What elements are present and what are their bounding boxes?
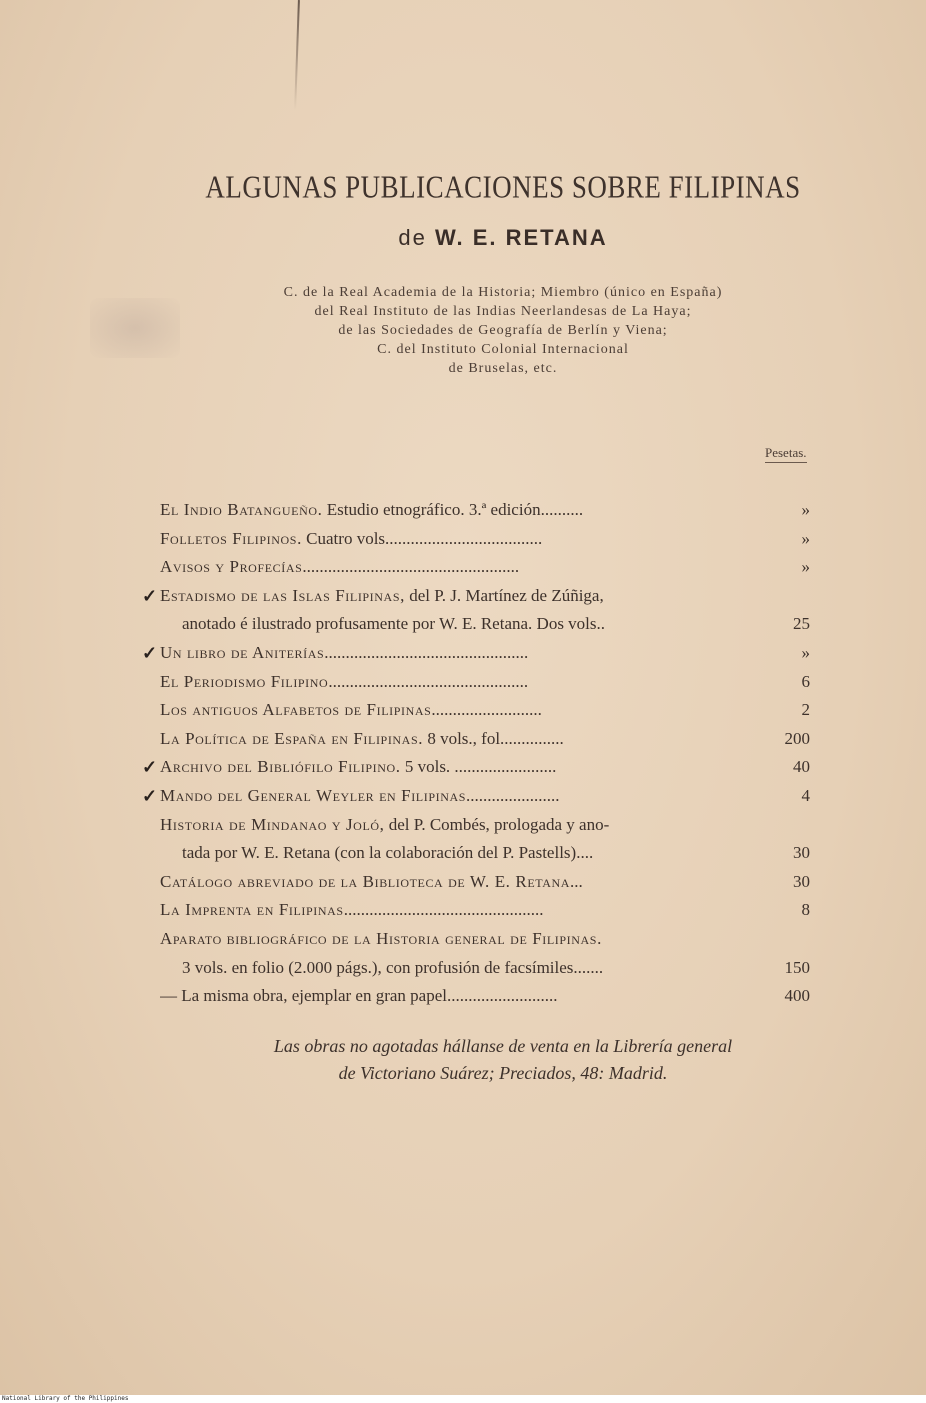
publication-price: 25 bbox=[793, 614, 810, 634]
publication-description: 5 vols. ........................ bbox=[400, 757, 557, 777]
publication-description: — La misma obra, ejemplar en gran papel.......................... bbox=[160, 986, 558, 1006]
publication-title bbox=[160, 925, 760, 954]
publication-description: del P. Combés, prologada y ano- bbox=[384, 814, 610, 834]
publication-row bbox=[160, 553, 810, 582]
publication-row bbox=[160, 811, 810, 840]
publication-list bbox=[142, 496, 810, 1011]
publication-row bbox=[160, 696, 810, 725]
publication-row bbox=[160, 925, 810, 954]
publication-price: 40 bbox=[793, 757, 810, 777]
publication-description: ................................................ bbox=[324, 642, 529, 662]
publication-title bbox=[160, 896, 760, 925]
publication-row bbox=[142, 782, 810, 811]
publication-title bbox=[160, 982, 760, 1011]
publication-row bbox=[160, 725, 810, 754]
library-watermark: National Library of the Philippines bbox=[2, 1395, 129, 1402]
publication-description: .......................... bbox=[431, 700, 542, 720]
publication-price: 8 bbox=[801, 900, 810, 920]
publication-row bbox=[160, 610, 810, 639]
publication-row bbox=[142, 582, 810, 611]
credential-line: de Bruselas, etc. bbox=[448, 361, 558, 376]
publication-title bbox=[182, 839, 760, 868]
publication-title bbox=[160, 782, 760, 811]
publication-row bbox=[160, 896, 810, 925]
publication-title-smallcaps: Archivo del Bibliófilo Filipino. bbox=[160, 757, 401, 777]
publication-title-smallcaps: Un libro de Aniterías bbox=[160, 642, 325, 662]
publication-title bbox=[160, 868, 760, 897]
publication-title bbox=[160, 639, 760, 668]
publication-title bbox=[182, 954, 760, 983]
price-column-header: Pesetas. bbox=[765, 445, 807, 463]
publication-title bbox=[182, 610, 760, 639]
publication-description: ............................................... bbox=[328, 671, 529, 691]
publication-title-smallcaps: La Política de España en Filipinas. bbox=[160, 728, 424, 748]
publication-row bbox=[160, 839, 810, 868]
publication-description: ...................... bbox=[466, 785, 560, 805]
publication-title-smallcaps: Estadismo de las Islas Filipinas, bbox=[160, 585, 405, 605]
publication-title-smallcaps: Los antiguos Alfabetos de Filipinas bbox=[160, 700, 432, 720]
publication-title-smallcaps: Avisos y Profecías bbox=[160, 557, 303, 577]
checkmark-icon: ✓ bbox=[142, 757, 158, 778]
publication-title-smallcaps: La Imprenta en Filipinas bbox=[160, 900, 344, 920]
publication-row bbox=[160, 982, 810, 1011]
publication-title-smallcaps: Catálogo abreviado de la Biblioteca de W. E. Retana bbox=[160, 871, 571, 891]
credential-line: del Real Instituto de las Indias Neerlandesas de La Haya; bbox=[314, 304, 692, 319]
checkmark-icon: ✓ bbox=[142, 785, 158, 806]
publication-price: » bbox=[801, 642, 810, 662]
publication-title bbox=[160, 753, 760, 782]
scan-footer-strip bbox=[0, 1395, 926, 1403]
publication-title-smallcaps: El Indio Batangueño. bbox=[160, 500, 323, 519]
publication-price: 30 bbox=[793, 871, 810, 891]
author-line bbox=[140, 225, 866, 251]
publication-title-smallcaps: Mando del General Weyler en Filipinas bbox=[160, 785, 467, 805]
publication-row bbox=[160, 525, 810, 554]
publication-price: 30 bbox=[793, 843, 810, 863]
publication-title-smallcaps: Aparato bibliográfico de la Historia general de Filipinas. bbox=[160, 928, 602, 948]
publication-row bbox=[160, 868, 810, 897]
publication-row bbox=[160, 496, 810, 525]
publication-description: ... bbox=[570, 871, 583, 891]
sales-note-line: Las obras no agotadas hállanse de venta en la Librería general bbox=[273, 1036, 733, 1056]
publication-price: » bbox=[801, 500, 810, 519]
author-name: W. E. RETANA bbox=[434, 225, 608, 250]
publication-title-smallcaps: Historia de Mindanao y Joló, bbox=[160, 814, 385, 834]
publication-price: 200 bbox=[784, 728, 810, 748]
publication-description: 3 vols. en folio (2.000 págs.), con profusión de facsímiles....... bbox=[182, 957, 604, 977]
publication-description: ............................................... bbox=[343, 900, 544, 920]
paper-crease bbox=[294, 0, 300, 110]
publication-description: Cuatro vols..................................... bbox=[301, 528, 543, 548]
publication-price: 6 bbox=[801, 671, 810, 691]
publication-title bbox=[160, 553, 760, 582]
publication-row bbox=[142, 753, 810, 782]
publication-price: 2 bbox=[801, 700, 810, 720]
publication-price: » bbox=[801, 528, 810, 548]
publication-price: 400 bbox=[784, 986, 810, 1006]
publication-price: » bbox=[801, 557, 810, 577]
publication-title bbox=[160, 668, 760, 697]
author-credentials bbox=[140, 283, 866, 378]
publication-row bbox=[160, 668, 810, 697]
sales-note bbox=[140, 1033, 866, 1087]
publication-price: 150 bbox=[784, 957, 810, 977]
credential-line: C. del Instituto Colonial Internacional bbox=[377, 342, 629, 357]
publication-title bbox=[160, 582, 760, 611]
publication-title-smallcaps: El Periodismo Filipino bbox=[160, 671, 329, 691]
publication-row bbox=[160, 954, 810, 983]
publication-title bbox=[160, 725, 760, 754]
publication-row bbox=[142, 639, 810, 668]
author-prefix: de bbox=[398, 225, 427, 250]
credential-line: C. de la Real Academia de la Historia; Miembro (único en España) bbox=[283, 285, 723, 300]
checkmark-icon: ✓ bbox=[142, 642, 158, 663]
publication-title bbox=[160, 496, 760, 525]
publication-description: anotado é ilustrado profusamente por W. E. Retana. Dos vols.. bbox=[182, 614, 606, 634]
publication-description: tada por W. E. Retana (con la colaboración del P. Pastells).... bbox=[182, 843, 594, 863]
page-title: ALGUNAS PUBLICACIONES SOBRE FILIPINAS bbox=[205, 169, 801, 205]
publication-description: del P. J. Martínez de Zúñiga, bbox=[404, 585, 604, 605]
publication-description: Estudio etnográfico. 3.ª edición.......... bbox=[322, 500, 584, 519]
publication-description: ................................................... bbox=[302, 557, 520, 577]
publication-title bbox=[160, 811, 760, 840]
credential-line: de las Sociedades de Geografía de Berlín y Viena; bbox=[338, 323, 668, 338]
publication-title-smallcaps: Folletos Filipinos. bbox=[160, 528, 302, 548]
publication-price: 4 bbox=[801, 785, 810, 805]
publication-title bbox=[160, 696, 760, 725]
sales-note-line: de Victoriano Suárez; Preciados, 48: Madrid. bbox=[338, 1063, 668, 1083]
publication-description: 8 vols., fol............... bbox=[423, 728, 564, 748]
publication-title bbox=[160, 525, 760, 554]
checkmark-icon: ✓ bbox=[142, 585, 158, 606]
